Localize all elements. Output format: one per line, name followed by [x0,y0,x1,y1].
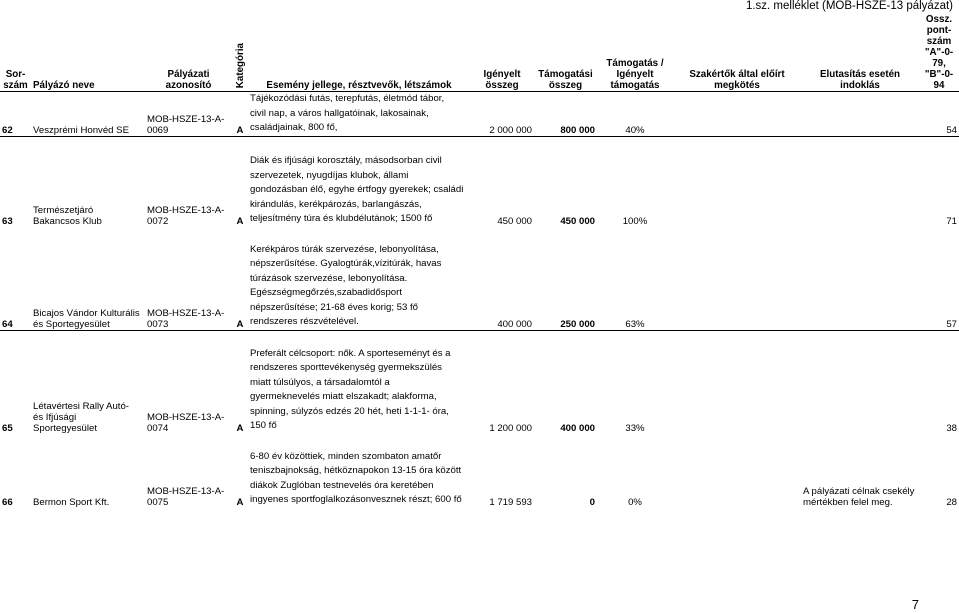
header-line: "B"-0-94 [924,69,954,91]
spacer-cell [0,434,959,450]
application-id [145,154,232,227]
applicant-name [31,347,145,434]
col-header-tamogatas-arany [597,14,673,92]
header-line: összeg [548,80,583,91]
col-header-tamogatasi-osszeg [534,14,597,92]
applicant-name-line: Bicajos Vándor Kulturális [33,307,140,319]
support-ratio: 0% [628,496,642,508]
header-line: Szakértők által előírt [689,69,785,80]
applicant-name-line: Sportegyesület [33,422,97,434]
application-id-line: MOB-HSZE-13-A- [147,307,225,319]
total-score: 28 [946,496,957,508]
spacer-cell [0,227,959,243]
row-number: 66 [2,496,13,508]
category: A [236,422,244,434]
application-id-line: 0074 [147,422,169,434]
table-row [0,243,959,331]
support-ratio: 63% [625,318,645,330]
rejection-reason [801,243,919,331]
spacer-cell [0,136,959,154]
description-line: civil nap, a város hallgatóinak, lakosainak, [250,107,429,119]
category: A [236,215,244,227]
description-line: 150 fő [250,420,277,431]
rejection-line: A pályázati célnak csekély [803,485,915,497]
row-spacer [0,330,959,347]
support-ratio: 40% [625,124,645,136]
rejection-reason [801,347,919,434]
applicant-name [31,154,145,227]
header-line: pont- [926,25,952,36]
header-line: azonosító [165,80,212,91]
applicant-name-line: Létavértesi Rally Autó- [33,400,129,412]
application-id-line: 0072 [147,215,169,227]
header-line: összeg [485,80,519,91]
table-row [0,92,959,137]
application-id-line: 0069 [147,124,169,136]
description-line: rendszeres sporttevékenység gyermekszülés [250,362,442,373]
description-line: népszerűsítése; 21-68 éves korig; 53 fő [250,301,418,313]
description-line: családjainak, 800 fő, [250,122,338,133]
description-line: Tájékozódási futás, terepfutás, életmód tábor, [250,93,445,104]
expert-constraint [673,92,801,137]
header-line: Sor- [5,69,26,80]
event-description [248,450,470,508]
application-id [145,450,232,508]
applicant-name-line: Természetjáró [33,204,94,216]
description-line: spinning, súlyzós edzés 20 hét, heti 1-1-1- óra, [250,405,449,417]
event-description [248,243,470,331]
rejection-line: mértékben felel meg. [803,496,893,508]
description-line: gondozásban élő, egyhe értfogy gyerekek; családi [250,184,464,195]
support-ratio: 33% [625,422,645,434]
kategoria-label: Kategória [234,42,246,88]
spacer-cell [0,330,959,347]
rejection-reason [801,450,919,508]
category: A [236,318,244,330]
description-line: teniszbajnokság, hétköznapokon 13-15 óra között [250,465,462,476]
application-id-line: 0073 [147,318,169,330]
row-spacer [0,136,959,154]
row-number: 62 [2,124,13,136]
granted-amount: 250 000 [560,318,595,330]
description-line: Diák és ifjúsági korosztály, másodsorban civil [250,155,442,166]
row-number: 63 [2,215,13,227]
description-line: kirándulás, kerékpározás, barlangászás, [250,198,422,210]
header-line: szám [926,36,952,47]
applicant-name [31,243,145,331]
application-id-line: MOB-HSZE-13-A- [147,113,225,125]
header-line: szám [3,80,28,91]
table-row [0,347,959,434]
col-header-azonosito [145,14,232,92]
rejection-reason [801,92,919,137]
requested-amount: 1 719 593 [489,496,532,508]
col-header-kategoria [232,14,248,92]
event-description [248,92,470,137]
expert-constraint [673,347,801,434]
expert-constraint [673,243,801,331]
granted-amount: 450 000 [560,215,595,227]
header-line: megkötés [714,80,760,91]
header-line: támogatás [610,80,660,91]
col-header-palyazo-neve: Pályázó neve [31,14,145,92]
description-line: Kerékpáros túrák szervezése, lebonyolítása, [250,243,439,255]
applicant-name [31,450,145,508]
expert-constraint [673,450,801,508]
col-header-elutasitas: Elutasítás esetén indoklás [801,14,919,92]
application-id [145,243,232,331]
event-description [248,347,470,434]
description-line: túrázások szervezése, lebonyolítása. [250,272,408,284]
row-spacer [0,227,959,243]
application-id-line: MOB-HSZE-13-A- [147,411,225,423]
support-ratio: 100% [622,215,648,227]
applicant-name [31,92,145,137]
col-header-pontszam [919,14,959,92]
requested-amount: 450 000 [497,215,532,227]
description-line: ingyenes sportfoglalkozásonvesznek részt; 600 fő [250,494,462,505]
total-score: 71 [946,215,957,227]
description-line: gyermeknevelés miatt elszakadt; alakforma, [250,391,437,402]
table-body [0,92,959,508]
application-id-line: 0075 [147,496,169,508]
applicant-name-line: Bermon Sport Kft. [33,496,110,508]
granted-amount: 400 000 [560,422,595,434]
description-line: Preferált célcsoport: nők. A sporteseményt és a [250,347,451,359]
applicant-name-line: és Ifjúsági [33,411,77,423]
description-line: 6-80 év közöttiek, minden szombaton amatőr [250,450,442,462]
header-line: Támogatási [538,69,593,80]
description-line: népszerűsítése. Gyalogtúrák,vízitúrák, havas [250,258,442,269]
granted-amount: 0 [589,496,595,508]
expert-constraint [673,154,801,227]
row-number: 65 [2,422,13,434]
header-line: Össz. [925,14,953,25]
row-number: 64 [2,318,13,330]
description-line: miatt túlsúlyos, a társadalomtól a [250,376,390,388]
col-header-szakertok [673,14,801,92]
description-line: teljesítmény túra és klubdélutánok; 1500 fő [250,213,433,224]
category: A [236,496,244,508]
header-row [0,14,959,92]
total-score: 54 [946,124,957,136]
requested-amount: 400 000 [497,318,532,330]
total-score: 38 [946,422,957,434]
event-description [248,154,470,227]
col-header-igenyelt-osszeg [470,14,534,92]
granted-amount: 800 000 [560,124,595,136]
row-spacer [0,434,959,450]
application-id-line: MOB-HSZE-13-A- [147,485,225,497]
header-line: "A"-0-79, [924,47,954,69]
total-score: 57 [946,318,957,330]
grants-table [0,14,959,508]
application-id [145,347,232,434]
applicant-name-line: és Sportegyesület [33,318,110,330]
header-line: Igényelt [483,69,521,80]
col-header-sor-szam [0,14,31,92]
annex-title: 1.sz. melléklet (MOB-HSZE-13 pályázat) [745,0,953,12]
description-line: szervezetek, nyugdíjas klubok, állami [250,169,409,181]
page-number: 7 [911,597,919,612]
table-row [0,450,959,508]
applicant-name-line: Bakancsos Klub [33,215,102,227]
requested-amount: 1 200 000 [489,422,532,434]
table-row [0,154,959,227]
header-line: Igényelt [616,69,654,80]
application-id-line: MOB-HSZE-13-A- [147,204,225,216]
requested-amount: 2 000 000 [489,124,532,136]
category: A [236,124,244,136]
rejection-reason [801,154,919,227]
application-id [145,92,232,137]
header-line: Támogatás / [606,58,664,69]
description-line: Egészségmegőrzés,szabadidősport [250,287,402,298]
description-line: rendszeres részvételével. [250,316,359,327]
col-header-esemeny: Esemény jellege, résztvevők, létszámok [248,14,470,92]
applicant-name-line: Veszprémi Honvéd SE [33,124,129,136]
header-line: Pályázati [167,69,210,80]
description-line: diákok Zuglóban testnevelés óra keretében [250,479,434,491]
